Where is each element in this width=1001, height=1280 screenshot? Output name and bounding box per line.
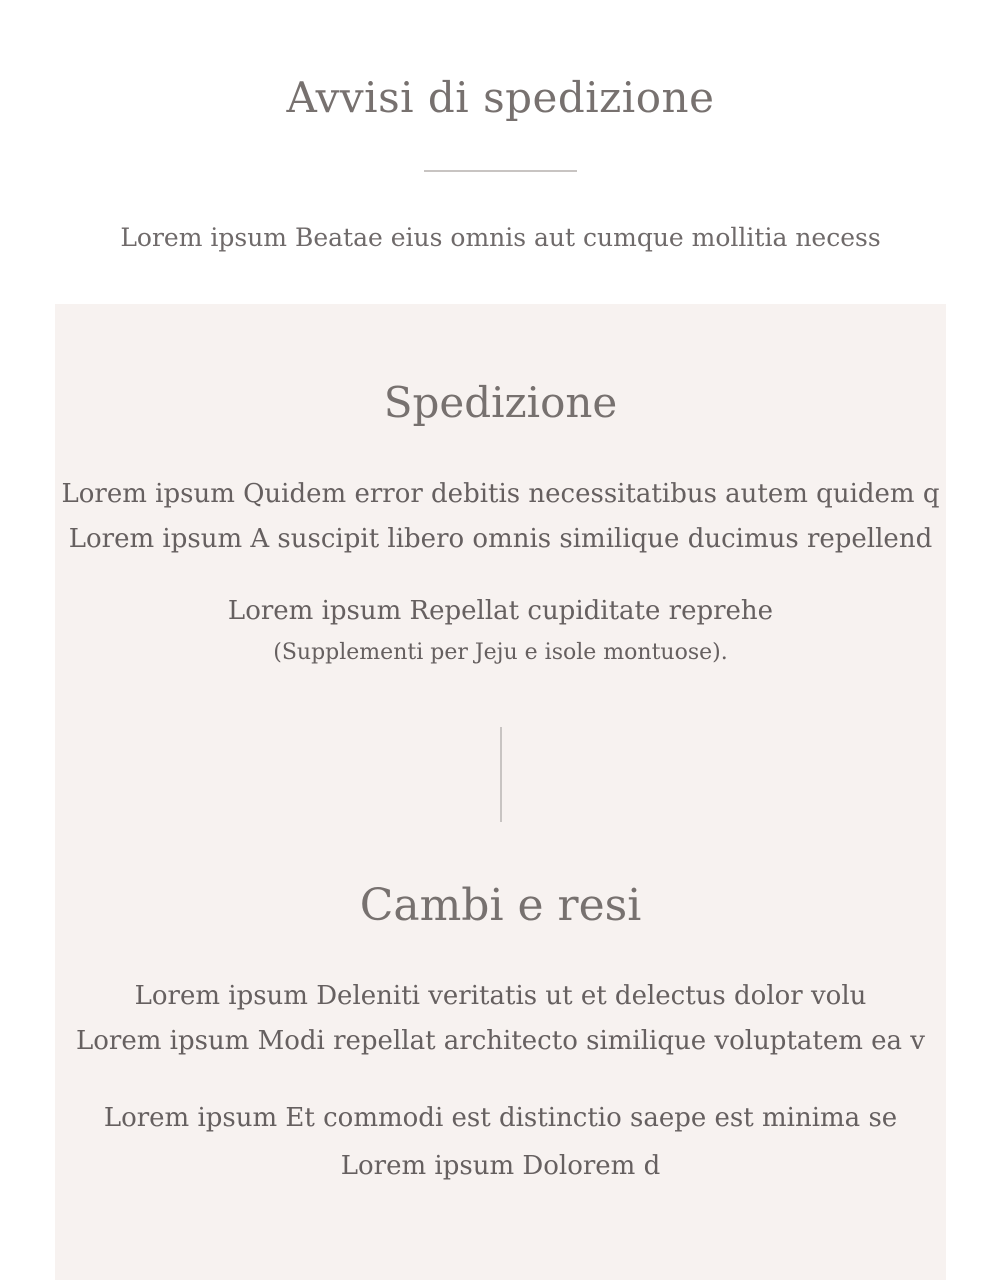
section-divider	[500, 727, 502, 822]
title-divider	[424, 170, 577, 172]
shipping-section-title: Spedizione	[383, 378, 618, 427]
returns-paragraph-2-line-2: Lorem ipsum Dolorem d	[340, 1151, 661, 1181]
page-intro: Lorem ipsum Beatae eius omnis aut cumque mollitia necess	[120, 223, 881, 252]
returns-paragraph-1	[55, 974, 946, 1064]
shipping-paragraph-1	[55, 472, 946, 562]
shipping-paragraph-2: Lorem ipsum Repellat cupiditate reprehe	[227, 596, 774, 626]
returns-paragraph-1-line-1: Lorem ipsum Deleniti veritatis ut et delectus dolor volu	[134, 981, 867, 1011]
shipping-paragraph-1-line-2: Lorem ipsum A suscipit libero omnis similique ducimus repellend	[68, 524, 933, 554]
returns-section-title: Cambi e resi	[359, 880, 642, 931]
info-panel	[55, 304, 946, 1280]
returns-paragraph-2-line-1: Lorem ipsum Et commodi est distinctio saepe est minima se	[103, 1103, 898, 1133]
returns-paragraph-1-line-2: Lorem ipsum Modi repellat architecto similique voluptatem ea v	[75, 1026, 925, 1056]
page-title: Avvisi di spedizione	[286, 73, 715, 122]
shipping-paragraph-1-line-1: Lorem ipsum Quidem error debitis necessitatibus autem quidem q	[61, 479, 940, 509]
shipping-surcharge-note: (Supplementi per Jeju e isole montuose).	[273, 640, 728, 665]
returns-paragraph-2	[55, 1094, 946, 1190]
